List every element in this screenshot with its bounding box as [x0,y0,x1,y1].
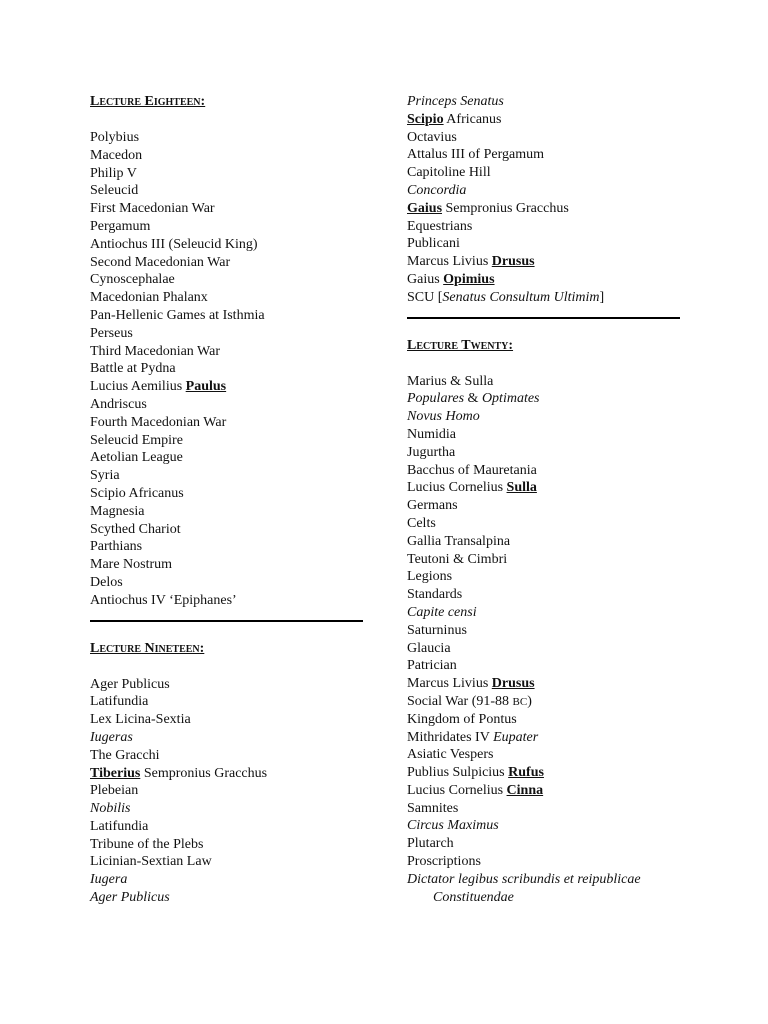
list-item [407,271,682,289]
item-bold-text: Scipio [407,111,444,127]
item-italic-text: Senatus Consultum Ultimim [442,289,600,305]
list-item: Asiatic Vespers [407,747,494,763]
list-item: Plebeian [90,783,139,799]
item-bold-text: Opimius [443,271,495,287]
list-item: Scythed Chariot [90,521,181,537]
list-item-continuation: Constituendae [433,889,514,905]
item-smallcaps-text: BC [512,695,528,708]
list-item [90,378,365,396]
list-item: Antiochus IV ‘Epiphanes’ [90,592,237,608]
right-column [407,93,682,906]
lecture-nineteen-list [90,676,365,907]
list-item: Macedon [90,147,143,163]
list-item: Licinian-Sextian Law [90,854,212,870]
list-item: Marius & Sulla [407,373,494,389]
list-item: Samnites [407,800,459,816]
item-text: Marcus Livius [407,254,492,270]
item-bold-text: Drusus [491,676,535,692]
item-bold-text: Drusus [491,254,535,270]
item-bold-text: Cinna [506,782,544,798]
list-item: Patrician [407,658,457,674]
list-item: Macedonian Phalanx [90,290,208,306]
list-item: Celts [407,515,436,531]
list-item: Equestrians [407,218,473,234]
item-text: ) [527,693,532,709]
list-item: Fourth Macedonian War [90,414,227,430]
list-item: Mare Nostrum [90,557,173,573]
list-item: Dictator legibus scribundis et reipublicae [407,871,641,887]
list-item: Tribune of the Plebs [90,836,204,852]
list-item: Seleucid Empire [90,432,183,448]
list-item: Pergamum [90,218,151,234]
list-item [407,200,682,218]
lecture-nineteen-heading: Lecture Nineteen: [90,640,205,656]
list-item: Numidia [407,426,456,442]
list-item [407,111,682,129]
list-item: Delos [90,574,123,590]
list-item: Perseus [90,325,133,341]
left-column [90,93,365,907]
item-italic-text: Populares [407,391,465,407]
list-item: Andriscus [90,396,147,412]
item-text: Publius Sulpicius [407,765,509,781]
list-item: Ager Publicus [90,890,170,906]
list-item: Iugera [90,872,128,888]
list-item: Capite censi [407,604,477,620]
list-item: Parthians [90,539,143,555]
item-bold-text: Gaius [407,200,443,216]
item-text: Gaius [407,271,444,287]
list-item: Proscriptions [407,854,481,870]
lecture-twenty-heading: Lecture Twenty: [407,337,514,353]
item-bold-text: Rufus [508,765,544,781]
list-item: Polybius [90,130,140,145]
item-bold-text: Paulus [185,379,227,395]
lecture-nineteen-list-continued [407,93,682,307]
list-item: First Macedonian War [90,201,215,217]
list-item: Concordia [407,182,467,198]
list-item: Philip V [90,165,137,181]
lecture-eighteen-list [90,129,365,610]
list-item: The Gracchi [90,747,160,763]
list-item: Glaucia [407,640,451,656]
section-divider [407,317,680,319]
item-text: Africanus [443,111,502,127]
list-item: Gallia Transalpina [407,533,511,549]
item-text: Lucius Cornelius [407,782,507,798]
list-item [407,764,682,782]
list-item: Bacchus of Mauretania [407,462,537,478]
item-text: & [464,391,482,407]
list-item: Second Macedonian War [90,254,231,270]
list-item: Cynoscephalae [90,272,175,288]
list-item: Latifundia [90,818,149,834]
list-item: Teutoni & Cimbri [407,551,508,567]
list-item: Latifundia [90,694,149,710]
list-item: Lex Licina-Sextia [90,712,191,728]
list-item: Antiochus III (Seleucid King) [90,236,258,252]
list-item: Battle at Pydna [90,361,176,377]
list-item: Seleucid [90,183,139,199]
item-text: ] [599,289,605,305]
item-text: Lucius Aemilius [90,379,186,395]
list-item: Third Macedonian War [90,343,221,359]
list-item: Germans [407,498,458,514]
list-item: Ager Publicus [90,676,170,692]
list-item: Publicani [407,236,460,252]
list-item [407,390,682,408]
list-item [407,693,682,711]
item-text: Sempronius Gracchus [140,765,268,781]
item-text: Social War (91-88 [407,693,513,709]
list-item [407,289,682,307]
item-text: Marcus Livius [407,676,492,692]
list-item: Kingdom of Pontus [407,711,517,727]
item-text: Sempronius Gracchus [442,200,569,216]
item-text: SCU [ [407,289,443,305]
item-text: Lucius Cornelius [407,480,507,496]
list-item: Jugurtha [407,444,456,460]
item-bold-text: Tiberius [90,765,141,781]
list-item: Circus Maximus [407,818,499,834]
list-item: Pan-Hellenic Games at Isthmia [90,307,265,323]
item-text: Mithridates IV [407,729,494,745]
list-item [407,253,682,271]
item-italic-text: Optimates [481,391,540,407]
lecture-eighteen-heading: Lecture Eighteen: [90,94,206,109]
list-item [407,782,682,800]
list-item: Capitoline Hill [407,165,491,181]
lecture-twenty-list [407,373,682,907]
list-item: Iugeras [90,729,133,745]
list-item: Plutarch [407,836,454,852]
list-item: Aetolian League [90,450,183,466]
list-item: Attalus III of Pergamum [407,147,544,163]
item-italic-text: Eupater [493,729,539,745]
list-item: Novus Homo [407,409,480,425]
list-item: Saturninus [407,622,467,638]
list-item: Standards [407,587,463,603]
list-item [407,675,682,693]
item-bold-text: Sulla [506,480,537,496]
list-item: Magnesia [90,503,145,519]
list-item [407,729,682,747]
list-item [407,479,682,497]
list-item: Octavius [407,129,457,145]
list-item: Nobilis [90,801,131,817]
list-item [90,765,365,783]
list-item: Legions [407,569,453,585]
section-divider [90,620,363,622]
list-item: Syria [90,468,120,484]
list-item: Scipio Africanus [90,485,184,501]
list-item: Princeps Senatus [407,94,504,109]
